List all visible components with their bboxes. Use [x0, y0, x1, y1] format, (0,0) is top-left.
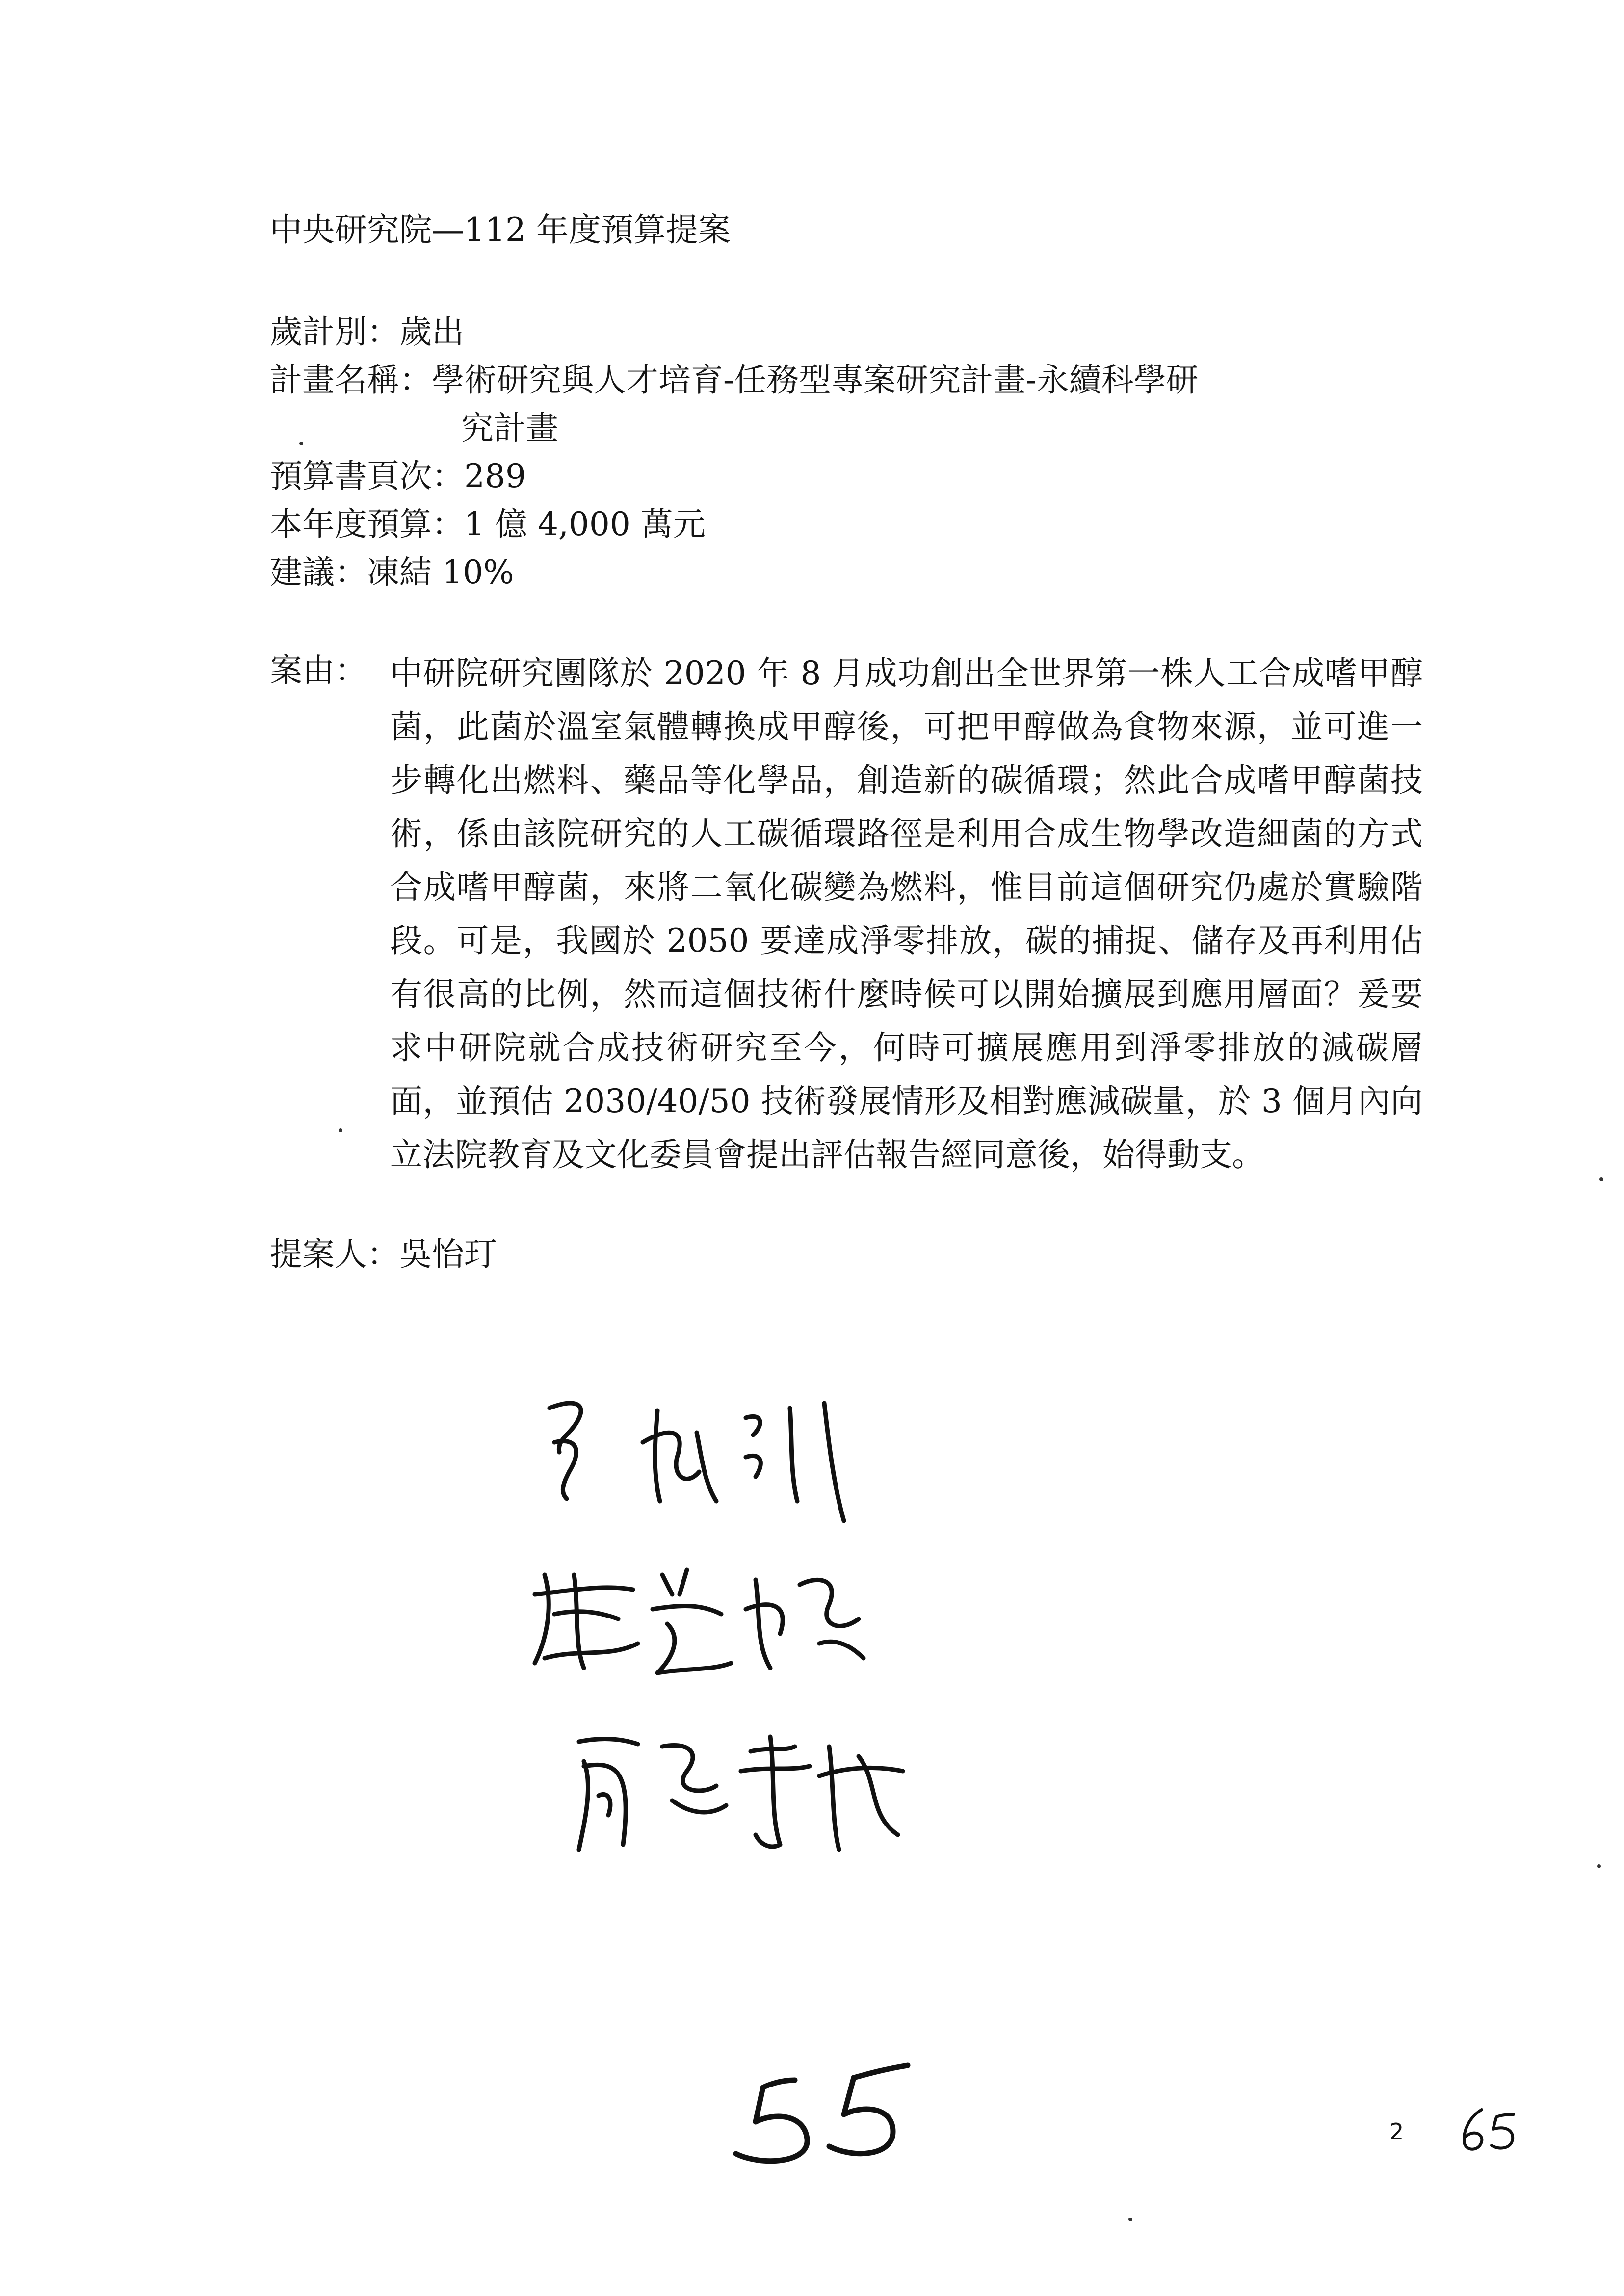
scan-speck: [1599, 1177, 1603, 1181]
field-budget-page: 預算書頁次：289: [270, 457, 526, 495]
reason-label: 案由：: [270, 652, 367, 689]
field-recommendation: 建議：凍結 10%: [270, 553, 514, 591]
field-annual-budget: 本年度預算：1 億 4,000 萬元: [270, 505, 706, 543]
page-number: 2: [1389, 2118, 1404, 2145]
field-plan-name-text: 計畫名稱：學術研究與人才培育-任務型專案研究計畫-永續科學研: [270, 361, 1199, 399]
handwritten-signature-1: [530, 1388, 873, 1536]
handwritten-signature-2: [525, 1545, 878, 1697]
reason-section: [270, 647, 1423, 1181]
field-fiscal-category: 歲計別：歲出: [270, 313, 464, 351]
handwritten-signature-3: [564, 1717, 917, 1864]
field-list: [270, 308, 1423, 597]
field-plan-name: [270, 356, 1423, 452]
handwritten-corner-number: [1455, 2102, 1523, 2156]
document-title: 中央研究院—112 年度預算提案: [270, 211, 731, 249]
field-plan-name-continuation: 究計畫: [461, 409, 558, 447]
scan-speck: [339, 1128, 342, 1132]
scan-speck: [1128, 2218, 1132, 2221]
scan-speck: [1597, 1864, 1601, 1868]
scan-speck: [299, 442, 303, 445]
proposer-line: 提案人：吳怡玎: [270, 1235, 497, 1273]
reason-text: 中研院研究團隊於 2020 年 8 月成功創出全世界第一株人工合成嗜甲醇菌，此菌於溫室氣體轉換成甲醇後，可把甲醇做為食物來源，並可進一步轉化出燃料、藥品等化學品，創造新的碳循環；然此合成嗜甲醇菌技術，係由該院研究的人工碳循環路徑是利用合成生物學改造細菌的方式合成嗜甲醇菌，來將二氧化碳變為燃料，惟目前這個研究仍處於實驗階段。可是，我國於 2050 要達成淨零排放，碳的捕捉、儲存及再利用佔有很高的比例，然而這個技術什麼時候可以開始擴展到應用層面？爰要求中研院就合成技術研究至今，何時可擴展應用到淨零排放的減碳層面，並預估 2030/40/50 技術發展情形及相對應減碳量，於 3 個月內向立法院教育及文化委員會提出評估報告經同意後，始得動支。: [390, 654, 1423, 1174]
handwritten-page-total: [721, 2051, 957, 2178]
document-body: [270, 206, 1423, 1311]
